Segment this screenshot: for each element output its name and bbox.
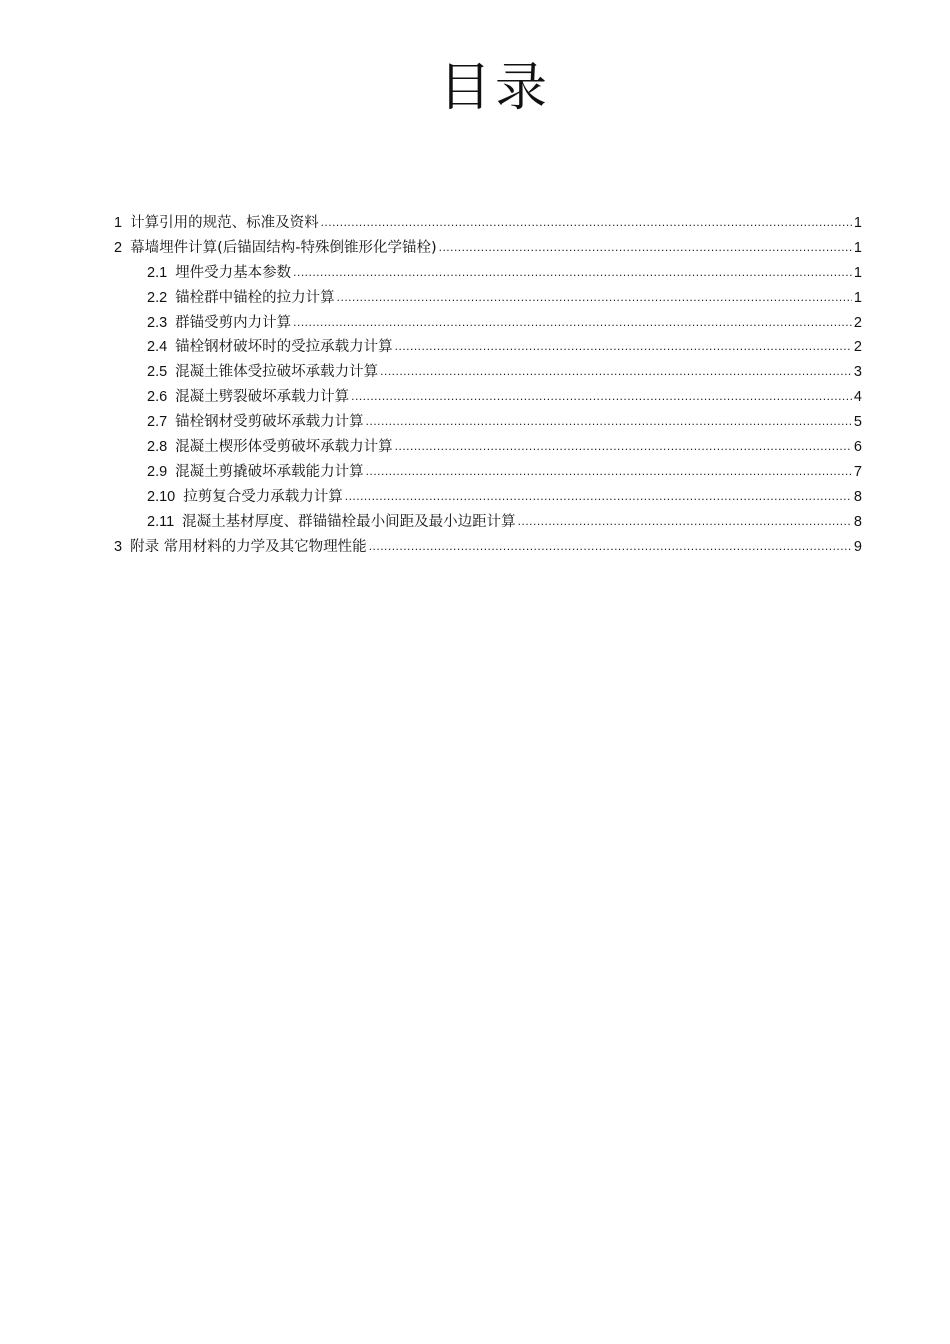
- toc-entry-title[interactable]: 计算引用的规范、标准及资料: [130, 215, 319, 231]
- dot-leader: [321, 210, 852, 235]
- toc-entry-page[interactable]: 3: [853, 364, 862, 381]
- toc-entry-title[interactable]: 锚栓钢材受剪破坏承载力计算: [175, 414, 364, 431]
- toc-entry-page[interactable]: 1: [853, 289, 862, 306]
- dot-leader: [518, 509, 852, 534]
- toc-entry-number: 2.10: [147, 488, 176, 505]
- toc-entry-2-4[interactable]: [114, 335, 862, 360]
- toc-entry-number: 2: [114, 239, 123, 256]
- toc-entry-title[interactable]: 锚栓群中锚栓的拉力计算: [175, 289, 335, 306]
- toc-entry-2-1[interactable]: [114, 261, 862, 286]
- toc-entry-title[interactable]: 混凝土基材厚度、群锚锚栓最小间距及最小边距计算: [182, 513, 516, 530]
- toc-entry-2-7[interactable]: [114, 410, 862, 435]
- dot-leader: [366, 409, 852, 434]
- toc-entry-number: 2.6: [147, 389, 168, 406]
- toc-entry-title[interactable]: 群锚受剪内力计算: [175, 314, 292, 331]
- toc-entry-number: 2.3: [147, 314, 168, 331]
- toc-entry-page[interactable]: 8: [853, 513, 862, 530]
- toc-entry-title[interactable]: 锚栓钢材破坏时的受拉承载力计算: [175, 339, 393, 356]
- toc-entry-title[interactable]: 幕墙埋件计算(后锚固结构-特殊倒锥形化学锚栓): [130, 239, 437, 256]
- dot-leader: [395, 434, 852, 459]
- toc-entry-page[interactable]: 1: [853, 215, 862, 231]
- toc-entry-title[interactable]: 混凝土剪撬破坏承载能力计算: [175, 463, 364, 480]
- toc-entry-number: 2.5: [147, 364, 168, 381]
- toc-entry-2-3[interactable]: [114, 311, 862, 336]
- toc-entry-2-8[interactable]: [114, 435, 862, 460]
- toc-entry-2[interactable]: [114, 236, 862, 261]
- toc-entry-number: 2.8: [147, 439, 168, 456]
- dot-leader: [439, 235, 852, 260]
- dot-leader: [293, 260, 852, 285]
- toc-entry-page[interactable]: 4: [853, 389, 862, 406]
- toc-entry-1[interactable]: [114, 211, 862, 236]
- toc-entry-page[interactable]: 8: [853, 488, 862, 505]
- toc-entry-title[interactable]: 混凝土楔形体受剪破坏承载力计算: [175, 439, 393, 456]
- toc-entry-2-2[interactable]: [114, 286, 862, 311]
- toc-entry-number: 3: [114, 538, 123, 555]
- toc-entry-2-6[interactable]: [114, 385, 862, 410]
- toc-entry-3[interactable]: [114, 535, 862, 560]
- toc-entry-number: 2.4: [147, 339, 168, 356]
- toc-entry-page[interactable]: 5: [853, 414, 862, 431]
- toc-entry-2-5[interactable]: [114, 360, 862, 385]
- dot-leader: [337, 285, 852, 310]
- toc-entry-title[interactable]: 混凝土劈裂破坏承载力计算: [175, 389, 350, 406]
- toc-entry-page[interactable]: 2: [853, 314, 862, 331]
- toc-entry-title[interactable]: 拉剪复合受力承载力计算: [183, 488, 343, 505]
- toc-entry-number: 2.1: [147, 264, 168, 281]
- page-title: 目录: [438, 58, 551, 118]
- dot-leader: [369, 534, 852, 559]
- dot-leader: [380, 359, 852, 384]
- dot-leader: [351, 384, 852, 409]
- toc-entry-page[interactable]: 6: [853, 439, 862, 456]
- dot-leader: [366, 459, 852, 484]
- table-of-contents: [114, 211, 862, 559]
- dot-leader: [293, 310, 852, 335]
- toc-entry-title[interactable]: 混凝土锥体受拉破坏承载力计算: [175, 364, 379, 381]
- dot-leader: [345, 484, 852, 509]
- toc-entry-number: 1: [114, 215, 123, 231]
- toc-entry-2-10[interactable]: [114, 485, 862, 510]
- toc-entry-number: 2.7: [147, 414, 168, 431]
- dot-leader: [395, 334, 852, 359]
- toc-entry-2-9[interactable]: [114, 460, 862, 485]
- toc-entry-number: 2.9: [147, 463, 168, 480]
- toc-entry-title[interactable]: 附录 常用材料的力学及其它物理性能: [130, 538, 367, 555]
- toc-entry-title[interactable]: 埋件受力基本参数: [175, 264, 292, 281]
- toc-entry-number: 2.2: [147, 289, 168, 306]
- toc-entry-page[interactable]: 7: [853, 463, 862, 480]
- toc-entry-number: 2.11: [147, 513, 175, 530]
- toc-entry-page[interactable]: 1: [853, 239, 862, 256]
- toc-entry-page[interactable]: 1: [853, 264, 862, 281]
- toc-entry-page[interactable]: 9: [853, 538, 862, 555]
- toc-entry-2-11[interactable]: [114, 510, 862, 535]
- toc-entry-page[interactable]: 2: [853, 339, 862, 356]
